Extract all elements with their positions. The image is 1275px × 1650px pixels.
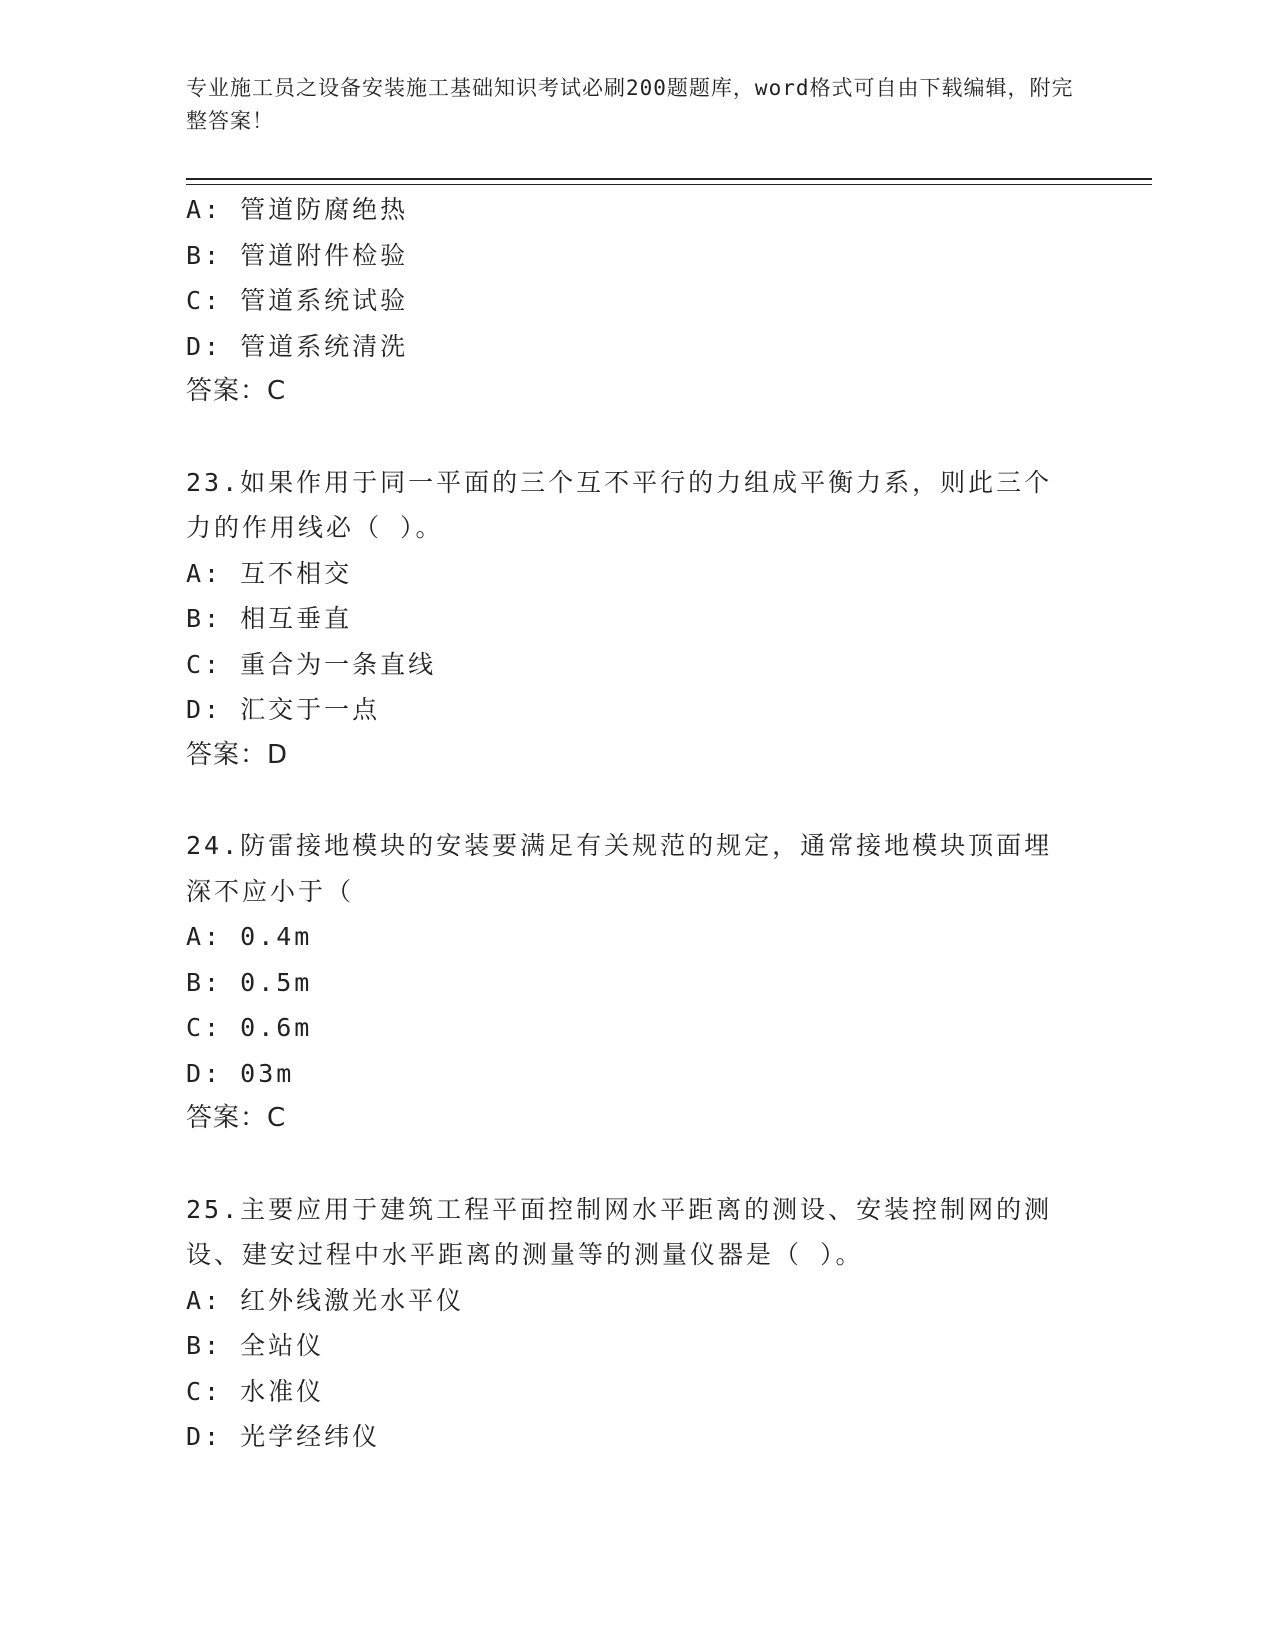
option-a: A: 管道防腐绝热 — [186, 195, 409, 224]
option-d: D: 03m — [186, 1058, 295, 1088]
header-title: 专业施工员之设备安装施工基础知识考试必刷200题题库，word格式可自由下载编辑，附完整答案！ — [186, 76, 1074, 133]
header-rule-thick — [186, 178, 1152, 180]
question-text: 23.如果作用于同一平面的三个互不平行的力组成平衡力系，则此三个力的作用线必（ ）。 — [186, 467, 1053, 542]
option-b: B: 相互垂直 — [186, 604, 353, 633]
answer: 答案：C — [186, 376, 287, 406]
option-b: B: 0.5m — [186, 967, 313, 997]
option-a: A: 0.4m — [186, 922, 313, 951]
header-rule-thin — [186, 184, 1152, 185]
answer: 答案：D — [186, 739, 289, 770]
option-a: A: 互不相交 — [186, 558, 353, 588]
document-header — [186, 72, 1086, 138]
spacer — [186, 778, 1076, 823]
question-text: 24.防雷接地模块的安装要满足有关规范的规定，通常接地模块顶面埋深不应小于（ — [186, 831, 1053, 906]
question-text: 25.主要应用于建筑工程平面控制网水平距离的测设、安装控制网的测设、建安过程中水平距离的测量等的测量仪器是（ ）。 — [186, 1194, 1053, 1269]
option-c: C: 重合为一条直线 — [186, 649, 437, 679]
question-23 — [186, 460, 1076, 779]
option-a: A: 红外线激光水平仪 — [186, 1285, 465, 1315]
question-25 — [186, 1187, 1076, 1460]
option-d: D: 管道系统清洗 — [186, 331, 409, 361]
answer: 答案：C — [186, 1103, 287, 1133]
spacer — [186, 415, 1076, 460]
option-d: D: 汇交于一点 — [186, 695, 381, 724]
question-list — [186, 187, 1076, 1460]
option-b: B: 管道附件检验 — [186, 240, 409, 270]
spacer — [186, 1142, 1076, 1187]
option-c: C: 水准仪 — [186, 1376, 325, 1406]
option-c: C: 0.6m — [186, 1013, 313, 1042]
question-22 — [186, 187, 1076, 415]
option-d: D: 光学经纬仪 — [186, 1422, 381, 1451]
question-24 — [186, 823, 1076, 1142]
option-c: C: 管道系统试验 — [186, 286, 409, 315]
option-b: B: 全站仪 — [186, 1331, 325, 1360]
